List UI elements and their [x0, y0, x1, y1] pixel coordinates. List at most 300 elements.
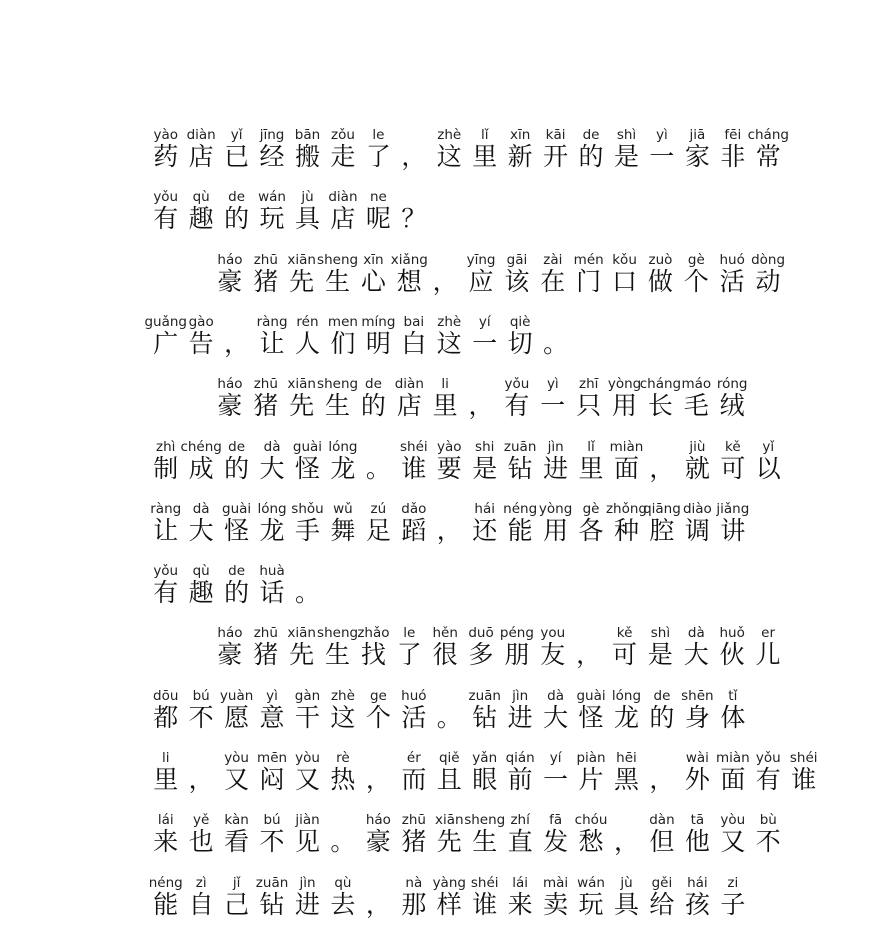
pinyin-char: [325, 440, 360, 500]
pinyin-char: [502, 876, 537, 936]
hanzi: 找: [360, 640, 386, 670]
pinyin: yīng: [466, 251, 496, 268]
pinyin: yàng: [432, 874, 466, 891]
pinyin: róng: [716, 376, 748, 393]
hanzi: 生: [325, 391, 351, 421]
pinyin-char: [573, 502, 608, 562]
pinyin: yào: [153, 127, 178, 143]
pinyin-char: [254, 751, 289, 811]
hanzi: 样: [436, 889, 462, 919]
hanzi: 干: [294, 702, 320, 732]
pinyin: tǐ: [728, 687, 738, 704]
pinyin-char: [714, 377, 750, 437]
punctuation: [571, 626, 607, 686]
pinyin-char: [183, 502, 218, 562]
pinyin: bú: [192, 687, 210, 704]
hanzi: 钻: [472, 702, 498, 732]
hanzi: 直: [507, 827, 533, 857]
pinyin-char: [356, 377, 392, 437]
pinyin: zhū: [253, 376, 278, 393]
pinyin: dà: [192, 500, 210, 517]
pinyin-char: [219, 813, 254, 873]
pinyin: háo: [217, 625, 243, 642]
pinyin: gàn: [294, 687, 321, 704]
hanzi: 能: [507, 515, 533, 545]
hanzi: 来: [507, 889, 533, 919]
text-line: [148, 127, 789, 188]
pinyin: qiě: [438, 750, 460, 766]
hanzi: 豪: [217, 640, 243, 670]
hanzi: 来: [153, 827, 179, 857]
pinyin: rè: [336, 750, 350, 766]
pinyin: bù: [759, 812, 777, 829]
hanzi: 猪: [253, 640, 279, 670]
hanzi: 蹈: [401, 515, 427, 545]
hanzi: 己: [224, 889, 250, 919]
hanzi: 搬: [294, 142, 320, 171]
pinyin-char: [325, 876, 360, 936]
hanzi: 生: [325, 266, 351, 296]
pinyin-char: [290, 190, 325, 250]
pinyin-char: [644, 876, 679, 936]
pinyin: lóng: [611, 687, 642, 704]
pinyin-char: [396, 315, 431, 375]
hanzi: 大: [543, 702, 569, 732]
hanzi: 眼: [472, 765, 498, 794]
hanzi: 门: [576, 266, 602, 296]
pinyin: shì: [616, 127, 637, 143]
hanzi: 这: [436, 142, 462, 171]
pinyin-char: [609, 689, 644, 749]
pinyin: wán: [577, 874, 605, 891]
pinyin: diàn: [328, 189, 358, 206]
hanzi: ，: [576, 640, 602, 670]
hanzi: 呢: [365, 204, 391, 234]
pinyin-char: [254, 689, 289, 749]
hanzi: ？: [401, 204, 427, 234]
pinyin: yòng: [538, 500, 573, 517]
pinyin: zhǎo: [357, 625, 390, 642]
pinyin-char: [212, 253, 248, 313]
pinyin: shéi: [400, 438, 428, 455]
hanzi: 告: [188, 328, 214, 358]
text-line: [148, 190, 786, 250]
pinyin: fā: [549, 812, 563, 829]
hanzi: 一: [543, 765, 569, 794]
hanzi: 意: [259, 702, 285, 732]
hanzi: 有: [504, 391, 530, 421]
punctuation: [432, 689, 467, 749]
pinyin-char: [361, 315, 396, 375]
hanzi: 的: [578, 142, 604, 171]
pinyin: zhū: [253, 251, 278, 268]
pinyin-char: [643, 253, 679, 313]
pinyin-char: [680, 876, 715, 936]
hanzi: 这: [330, 702, 356, 732]
pinyin: hěn: [432, 625, 458, 642]
hanzi: 怪: [578, 702, 604, 732]
hanzi: 发: [543, 827, 569, 857]
pinyin-char: [680, 440, 715, 500]
hanzi: 的: [224, 578, 250, 608]
hanzi: 都: [153, 702, 179, 732]
pinyin: zhè: [437, 313, 462, 330]
pinyin: yòu: [720, 812, 746, 829]
hanzi: 口: [612, 266, 638, 296]
hanzi: 给: [649, 889, 675, 919]
pinyin: cháng: [639, 376, 682, 393]
pinyin: yǒu: [755, 750, 781, 766]
hanzi: 儿: [755, 640, 781, 670]
hanzi: 的: [360, 391, 386, 421]
pinyin: de: [228, 189, 246, 206]
pinyin-char: [290, 689, 325, 749]
pinyin: sheng: [464, 812, 506, 829]
hanzi: 也: [188, 827, 214, 857]
pinyin-char: [538, 751, 573, 811]
punctuation: [183, 751, 218, 811]
hanzi: 走: [330, 142, 356, 171]
hanzi: 能: [153, 889, 179, 919]
pinyin: duō: [468, 625, 494, 642]
pinyin: zhè: [437, 127, 462, 143]
pinyin: xīn: [363, 251, 384, 268]
hanzi: 豪: [217, 266, 243, 296]
pinyin-char: [502, 689, 537, 749]
pinyin: yǒu: [153, 189, 179, 206]
pinyin: zǒu: [330, 127, 355, 143]
pinyin: miàn: [715, 750, 750, 766]
pinyin-char: [212, 626, 248, 686]
pinyin-char: [502, 502, 537, 562]
pinyin-char: [254, 564, 289, 624]
hanzi: 开: [543, 142, 569, 171]
pinyin: zuān: [503, 438, 537, 455]
hanzi: 大: [188, 515, 214, 545]
pinyin: dà: [687, 625, 705, 642]
hanzi: 自: [188, 889, 214, 919]
pinyin: yǎn: [472, 750, 498, 766]
pinyin: men: [327, 313, 358, 330]
pinyin-char: [317, 625, 359, 686]
hanzi: 已: [224, 142, 250, 171]
hanzi: 先: [289, 640, 315, 670]
pinyin-char: [715, 689, 750, 749]
pinyin-char: [538, 502, 573, 562]
hanzi: 让: [153, 515, 179, 545]
hanzi: 猪: [401, 827, 427, 857]
pinyin-char: [538, 876, 573, 936]
pinyin: qiāng: [643, 500, 681, 517]
hanzi: 具: [294, 204, 320, 234]
text-line: [212, 253, 786, 313]
pinyin-char: [678, 253, 714, 313]
pinyin: guài: [292, 438, 323, 455]
pinyin-char: [219, 128, 254, 188]
pinyin: jìn: [299, 874, 316, 891]
pinyin: jiǎng: [716, 500, 750, 517]
hanzi: 面: [613, 453, 639, 483]
pinyin: cháng: [747, 127, 789, 143]
hanzi: 有: [153, 578, 179, 608]
pinyin-char: [467, 440, 502, 500]
pinyin-char: [467, 689, 502, 749]
pinyin-char: [467, 502, 502, 562]
hanzi: 常: [755, 142, 781, 171]
pinyin: yòu: [295, 750, 320, 766]
pinyin-char: [290, 440, 325, 500]
pinyin: li: [161, 750, 170, 766]
punctuation: [361, 876, 396, 936]
pinyin-char: [396, 751, 431, 811]
punctuation: [644, 440, 679, 500]
hanzi: 生: [472, 827, 498, 857]
pinyin: dòng: [751, 251, 786, 268]
pinyin-char: [144, 313, 187, 375]
pinyin: nà: [405, 874, 423, 891]
hanzi: 有: [153, 204, 179, 234]
pinyin: qù: [192, 563, 210, 580]
pinyin-char: [148, 813, 183, 873]
pinyin-char: [786, 751, 821, 811]
hanzi: 且: [436, 765, 462, 794]
hanzi: 朋: [504, 640, 530, 670]
pinyin: ér: [406, 750, 421, 766]
pinyin: yòu: [224, 750, 249, 766]
pinyin-char: [183, 564, 218, 624]
hanzi: 去: [330, 889, 356, 919]
hanzi: 们: [330, 328, 356, 358]
pinyin-char: [750, 253, 786, 313]
pinyin-char: [751, 440, 786, 500]
text-line: [148, 689, 786, 749]
pinyin: kàn: [224, 812, 249, 829]
pinyin-char: [571, 377, 607, 437]
pinyin-char: [219, 564, 254, 624]
hanzi: 。: [365, 453, 391, 483]
hanzi: 不: [188, 702, 214, 732]
hanzi: 钻: [259, 889, 285, 919]
pinyin: jìn: [547, 438, 564, 455]
hanzi: 伙: [719, 640, 745, 670]
pinyin: bú: [263, 812, 281, 829]
pinyin-char: [751, 813, 786, 873]
pinyin-char: [678, 377, 714, 437]
pinyin-char: [680, 502, 715, 562]
hanzi: 制: [153, 453, 179, 483]
hanzi: 豪: [365, 827, 391, 857]
pinyin-char: [148, 128, 183, 188]
pinyin-char: [254, 876, 289, 936]
hanzi: 话: [259, 578, 285, 608]
pinyin-char: [148, 751, 183, 811]
hanzi: 人: [294, 328, 320, 358]
hanzi: ，: [613, 827, 639, 857]
hanzi: 他: [684, 827, 710, 857]
pinyin: diàn: [394, 376, 424, 393]
pinyin-char: [325, 128, 360, 188]
hanzi: 个: [683, 266, 709, 296]
pinyin-char: [432, 876, 467, 936]
pinyin-char: [573, 876, 608, 936]
pinyin: zì: [195, 874, 207, 891]
hanzi: 里: [432, 391, 458, 421]
pinyin-char: [427, 626, 463, 686]
punctuation: [432, 502, 467, 562]
hanzi: 大: [259, 453, 285, 483]
pinyin-char: [148, 689, 183, 749]
pinyin: yǒu: [153, 563, 179, 580]
pinyin: néng: [503, 500, 538, 517]
hanzi: 是: [613, 142, 639, 171]
pinyin-char: [680, 128, 715, 188]
pinyin: de: [365, 376, 382, 393]
hanzi: 进: [294, 889, 320, 919]
pinyin-char: [432, 751, 467, 811]
pinyin: háo: [365, 812, 391, 829]
pinyin-char: [538, 440, 573, 500]
hanzi: 里: [578, 453, 604, 483]
hanzi: 切: [507, 328, 533, 358]
pinyin-char: [396, 502, 431, 562]
hanzi: 以: [755, 453, 781, 483]
pinyin-char: [325, 502, 360, 562]
hanzi: 店: [330, 204, 356, 234]
pinyin-char: [499, 253, 535, 313]
pinyin-char: [361, 689, 396, 749]
hanzi: 白: [401, 328, 427, 358]
pinyin-char: [467, 128, 502, 188]
hanzi: 趣: [188, 578, 214, 608]
hanzi: ，: [468, 391, 494, 421]
pinyin-char: [643, 626, 679, 686]
punctuation: [463, 377, 499, 437]
hanzi: 的: [649, 702, 675, 732]
hanzi: 可: [612, 640, 638, 670]
hanzi: 面: [720, 765, 746, 794]
hanzi: ，: [649, 453, 675, 483]
pinyin: shēn: [681, 687, 714, 704]
pinyin: huǒ: [719, 625, 745, 642]
hanzi: ，: [649, 765, 675, 794]
pinyin-char: [715, 751, 750, 811]
hanzi: 了: [396, 640, 422, 670]
pinyin-char: [254, 190, 289, 250]
pinyin: mēn: [257, 750, 288, 766]
pinyin: li: [441, 376, 449, 393]
text-line: [148, 502, 786, 562]
hanzi: 热: [330, 765, 356, 794]
hanzi: 广: [153, 328, 179, 358]
pinyin-char: [290, 751, 325, 811]
pinyin-char: [502, 315, 537, 375]
pinyin: chóu: [574, 812, 608, 829]
pinyin: hēi: [616, 750, 637, 766]
hanzi: 该: [504, 266, 530, 296]
pinyin: shǒu: [291, 500, 324, 517]
pinyin: yí: [549, 750, 562, 766]
hanzi: 一: [540, 391, 566, 421]
hanzi: 一: [649, 142, 675, 171]
hanzi: 谁: [472, 889, 498, 919]
hanzi: 怪: [224, 515, 250, 545]
hanzi: 怪: [294, 453, 320, 483]
pinyin: qù: [192, 189, 210, 206]
hanzi: 多: [468, 640, 494, 670]
pinyin: xiān: [287, 251, 316, 268]
pinyin-char: [254, 502, 289, 562]
hanzi: 想: [396, 266, 422, 296]
pinyin: dàn: [649, 812, 675, 829]
pinyin: chéng: [180, 438, 222, 455]
pinyin-char: [678, 626, 714, 686]
pinyin-char: [644, 689, 679, 749]
hanzi: 手: [294, 515, 320, 545]
pinyin: fēi: [724, 127, 742, 143]
pinyin-char: [607, 253, 643, 313]
punctuation: [396, 128, 431, 188]
pinyin-char: [361, 128, 396, 188]
pinyin-char: [715, 876, 750, 936]
pinyin: háo: [217, 251, 243, 268]
hanzi: 前: [507, 765, 533, 794]
hanzi: 绒: [719, 391, 745, 421]
pinyin: gè: [687, 251, 705, 268]
pinyin-char: [180, 438, 222, 500]
hanzi: 先: [289, 391, 315, 421]
hanzi: 个: [365, 702, 391, 732]
pinyin-char: [499, 626, 535, 686]
pinyin-char: [219, 689, 254, 749]
pinyin: ràng: [256, 313, 288, 330]
pinyin-char: [219, 751, 254, 811]
pinyin-char: [502, 751, 537, 811]
pinyin: zài: [543, 251, 563, 268]
hanzi: 毛: [683, 391, 709, 421]
pinyin: lóng: [257, 500, 287, 517]
pinyin: kě: [616, 625, 633, 642]
hanzi: 外: [684, 765, 710, 794]
pinyin-char: [356, 253, 392, 313]
pinyin-char: [680, 751, 715, 811]
pinyin: guài: [576, 687, 606, 704]
hanzi: 的: [224, 204, 250, 234]
pinyin: le: [372, 127, 385, 143]
pinyin: lǐ: [587, 438, 595, 455]
pinyin-char: [463, 253, 499, 313]
pinyin: xiǎng: [390, 251, 428, 268]
pinyin: kě: [725, 438, 741, 455]
pinyin: yǐ: [762, 438, 775, 455]
hanzi: 各: [578, 515, 604, 545]
pinyin: jīng: [259, 127, 285, 143]
text-line: [148, 813, 786, 873]
pinyin-char: [535, 626, 571, 686]
pinyin-char: [639, 376, 682, 437]
pinyin: guǎng: [144, 313, 187, 330]
hanzi: 大: [683, 640, 709, 670]
pinyin: máo: [681, 376, 712, 393]
punctuation: [538, 315, 573, 375]
pinyin: jiù: [689, 438, 706, 455]
hanzi: 愿: [224, 702, 250, 732]
hanzi: 闷: [259, 765, 285, 794]
text-line: [212, 377, 786, 437]
pinyin: qián: [505, 750, 535, 766]
hanzi: 活: [401, 702, 427, 732]
hanzi: 很: [432, 640, 458, 670]
hanzi: 这: [436, 328, 462, 358]
